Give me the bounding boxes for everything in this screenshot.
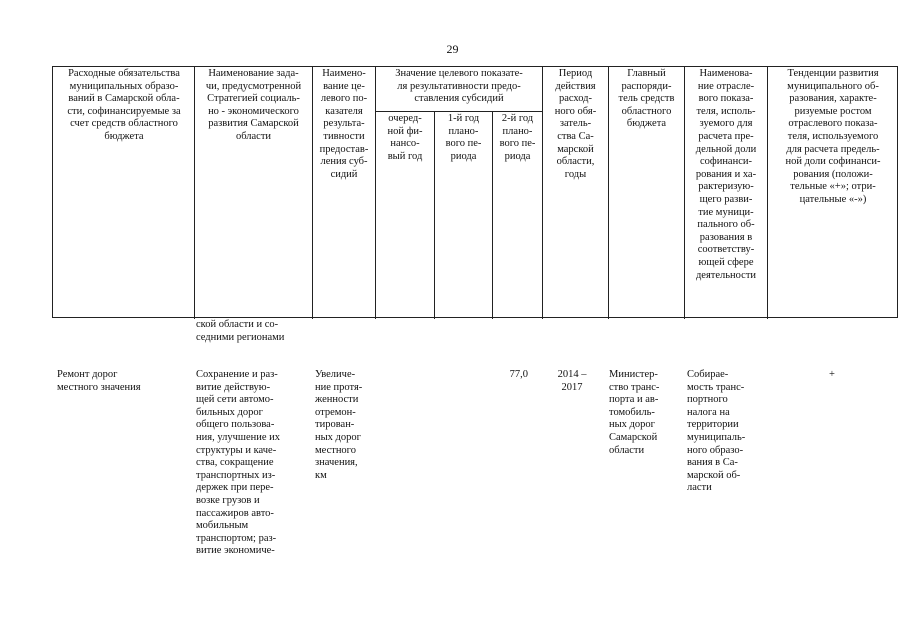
- row-obligation: Ремонт дорог местного значения: [57, 369, 141, 393]
- row-indicator: Увеличе- ние протя- женности отремон- тирован- ных дорог местного значения, км: [315, 369, 363, 481]
- row-period: 2014 – 2017: [557, 369, 587, 393]
- continued-task-text: ской области и со- седними регионами: [196, 319, 285, 343]
- page-number: 29: [446, 42, 459, 56]
- table-header: [52, 66, 898, 318]
- header-administrator: Главный распоряди- тель средств областного бюджета: [618, 68, 675, 130]
- header-plan-year-2: 2-й год плано- вого пе- риода: [499, 113, 536, 162]
- row-task: Сохранение и раз- витие действую- щей сети автомо- бильных дорог общего пользова- ния, улучшение их структуры и каче- ства, сокращение транспортных из- держек при пере- возке грузов и пассажиров авто- мобильным транспортом; раз- витие экономиче-: [196, 369, 281, 557]
- header-indicator-name: Наимено- вание це- левого по- казателя результа- тивности предостав- ления суб- сидий: [319, 68, 369, 180]
- header-target-value-group: Значение целевого показате- ля результативности предо- ставления субсидий: [395, 68, 523, 105]
- header-period: Период действия расход- ного обя- затель- ства Са- марской области, годы: [554, 68, 597, 180]
- header-trends: Тенденции развития муниципального об- разования, характе- ризуемые ростом отраслевого показа- теля, используемого для расчета предель- ной доли софинанси- рования (положи- тельные «+»; отри- цательные «-»): [785, 68, 881, 205]
- row-value-year2: 77,0: [509, 369, 528, 380]
- row-sector-indicator: Собирае- мость транс- портного налога на территории муниципаль- ного образо- вания в Са- марской об- ласти: [687, 369, 746, 494]
- header-sector-indicator: Наименова- ние отрасле- вого показа- теля, исполь- зуемого для расчета пре- дельной доли софинанси- рования и ха- рактеризую- щего разви- тие муници- пального об- разования в соответству- ющей сфере деятельности: [695, 68, 757, 281]
- group-divider: [375, 111, 542, 112]
- row-administrator: Министер- ство транс- порта и ав- томобиль- ных дорог Самарской области: [609, 369, 660, 456]
- row-trend: +: [829, 369, 835, 380]
- header-plan-year-1: 1-й год планo- вого пе- риода: [445, 113, 482, 162]
- header-task: Наименование зада- чи, предусмотренной Стратегией социаль- но - экономического развития Самарской области: [205, 68, 302, 142]
- header-obligations: Расходные обязательства муниципальных образо- ваний в Самарской обла- сти, софинансируемые за счет средств областного бюджета: [67, 68, 181, 142]
- header-current-year: очеред- ной фи- нансо- вый год: [387, 113, 423, 162]
